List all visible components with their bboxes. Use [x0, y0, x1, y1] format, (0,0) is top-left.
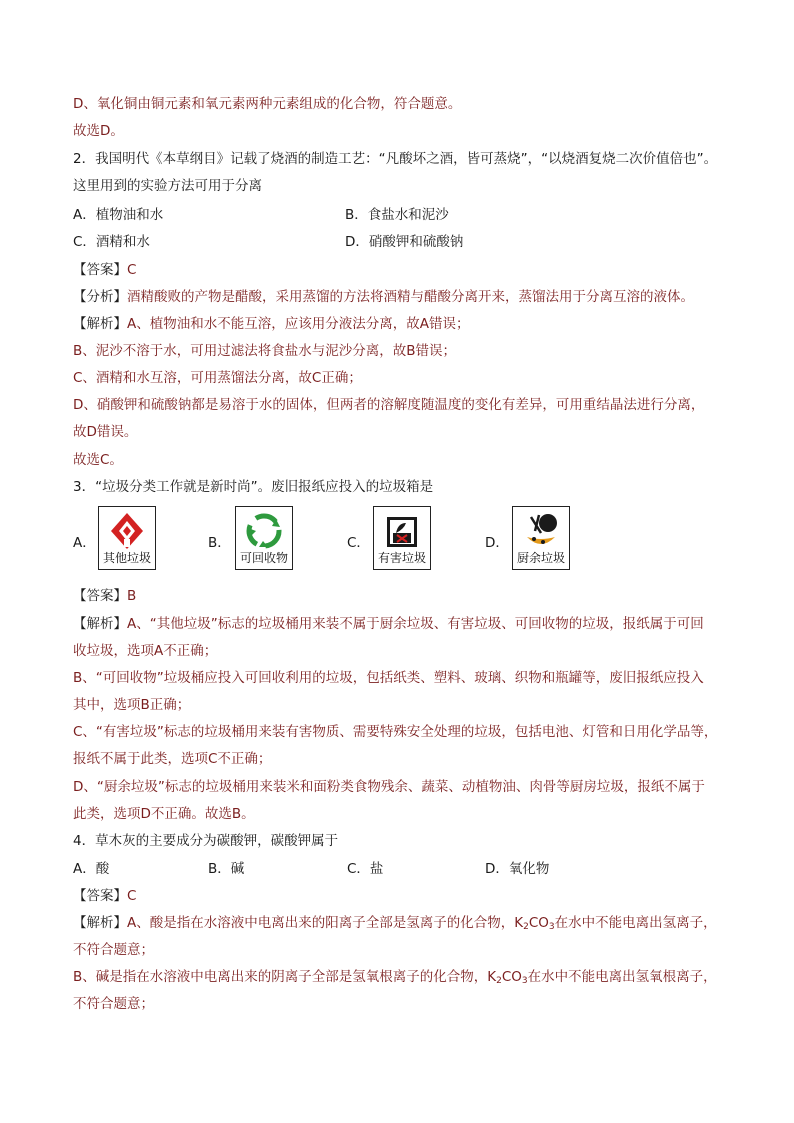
text-line: 收垃圾，选项A不正确； [73, 643, 218, 659]
text-line: 故选D。 [73, 123, 124, 139]
other-waste-symbol-icon [107, 511, 147, 551]
text-line: 报纸不属于此类，选项C不正确； [73, 751, 272, 767]
text-line: 故选C。 [73, 452, 123, 468]
option-c: C．盐 [347, 861, 384, 877]
subscript: 3 [521, 976, 528, 986]
question-4-stem: 4．草木灰的主要成分为碳酸钾，碳酸钾属于 [73, 833, 339, 849]
text-line: 不符合题意； [73, 942, 154, 958]
text-line: D、硝酸钾和硫酸钠都是易溶于水的固体，但两者的溶解度随温度的变化有差异，可用重结晶法进行分离， [73, 397, 705, 413]
question-2-stem-cont: 这里用到的实验方法可用于分离 [73, 178, 262, 194]
other-waste-bin-icon [98, 506, 156, 570]
formula-part: CO [501, 969, 522, 985]
hazardous-bin-icon [373, 506, 431, 570]
explanation-line [73, 315, 469, 333]
text-segment: 在水中不能电离出氢离子， [554, 915, 717, 931]
answer-value: B [127, 588, 137, 604]
explanation-text: A、植物油和水不能互溶，应该用分液法分离，故A错误； [127, 316, 470, 332]
text-line: D、氧化铜由铜元素和氧元素两种元素组成的化合物，符合题意。 [73, 96, 462, 112]
text-segment: 在水中不能电离出氢氧根离子， [527, 969, 717, 985]
text-line: 故D错误。 [73, 424, 138, 440]
kitchen-waste-symbol-icon [521, 511, 561, 551]
option-b: B．食盐水和泥沙 [345, 207, 449, 223]
explanation-text [127, 915, 717, 931]
analysis-text: 酒精酸败的产物是醋酸，采用蒸馏的方法将酒精与醋酸分离开来，蒸馏法用于分离互溶的液体。 [127, 289, 694, 305]
option-a: A．酸 [73, 861, 110, 877]
kitchen-waste-bin-icon [512, 506, 570, 570]
answer-line [73, 887, 136, 905]
option-c: C．酒精和水 [73, 234, 150, 250]
subscript: 2 [523, 922, 529, 932]
option-d: D．硝酸钾和硫酸钠 [345, 234, 464, 250]
option-b: B．碱 [208, 861, 245, 877]
answer-line [73, 261, 136, 279]
question-3-stem: 3．“垃圾分类工作就是新时尚”。废旧报纸应投入的垃圾箱是 [73, 479, 434, 495]
formula-part: CO [528, 915, 549, 931]
explanation-line [73, 914, 717, 936]
answer-tag: 【答案】 [73, 262, 127, 278]
text-line: D、“厨余垃圾”标志的垃圾桶用来装米和面粉类食物残余、蔬菜、动植物油、肉骨等厨房垃圾，报纸不属于 [73, 779, 705, 795]
option-a-label: A． [73, 535, 96, 551]
answer-line [73, 587, 136, 605]
option-a: A．植物油和水 [73, 207, 164, 223]
text-segment: B、碱是指在水溶液中电离出来的阴离子全部是氢氧根离子的化合物，K [73, 969, 497, 985]
question-2-stem: 2．我国明代《本草纲目》记载了烧酒的制造工艺：“凡酸坏之酒，皆可蒸烧”，“以烧酒复烧二次价值倍也”。 [73, 151, 718, 167]
text-line: B、“可回收物”垃圾桶应投入可回收利用的垃圾，包括纸类、塑料、玻璃、织物和瓶罐等，废旧报纸应投入 [73, 670, 704, 686]
recyclable-bin-icon [235, 506, 293, 570]
subscript: 2 [496, 976, 502, 986]
option-d-label: D． [485, 535, 509, 551]
analysis-line [73, 288, 694, 306]
text-line [73, 968, 717, 990]
text-line: 不符合题意； [73, 996, 154, 1012]
answer-tag: 【答案】 [73, 588, 127, 604]
text-line: 其中，选项B正确； [73, 697, 191, 713]
bin-caption: 有害垃圾 [377, 551, 426, 565]
bin-caption: 可回收物 [239, 551, 288, 565]
recycle-icon [244, 511, 284, 551]
answer-value: C [127, 262, 137, 278]
explanation-text: A、“其他垃圾”标志的垃圾桶用来装不属于厨余垃圾、有害垃圾、可回收物的垃圾，报纸属于可回 [127, 616, 704, 632]
bin-caption: 其他垃圾 [102, 551, 151, 565]
explanation-line [73, 615, 704, 633]
option-c-label: C． [347, 535, 370, 551]
text-line: C、“有害垃圾”标志的垃圾桶用来装有害物质、需要特殊安全处理的垃圾，包括电池、灯管和日用化学品等， [73, 724, 718, 740]
analysis-tag: 【分析】 [73, 289, 127, 305]
explanation-tag: 【解析】 [73, 616, 127, 632]
explanation-tag: 【解析】 [73, 915, 127, 931]
text-segment: A、酸是指在水溶液中电离出来的阳离子全部是氢离子的化合物，K [127, 915, 524, 931]
text-line: C、酒精和水互溶，可用蒸馏法分离，故C正确； [73, 370, 362, 386]
option-b-label: B． [208, 535, 231, 551]
explanation-tag: 【解析】 [73, 316, 127, 332]
bin-caption: 厨余垃圾 [516, 551, 565, 565]
text-line: B、泥沙不溶于水，可用过滤法将食盐水与泥沙分离，故B错误； [73, 343, 457, 359]
answer-value: C [127, 888, 137, 904]
hazard-symbol-icon [382, 511, 422, 551]
subscript: 3 [548, 922, 555, 932]
text-line: 此类，选项D不正确。故选B。 [73, 806, 255, 822]
option-d: D．氧化物 [485, 861, 550, 877]
answer-tag: 【答案】 [73, 888, 127, 904]
